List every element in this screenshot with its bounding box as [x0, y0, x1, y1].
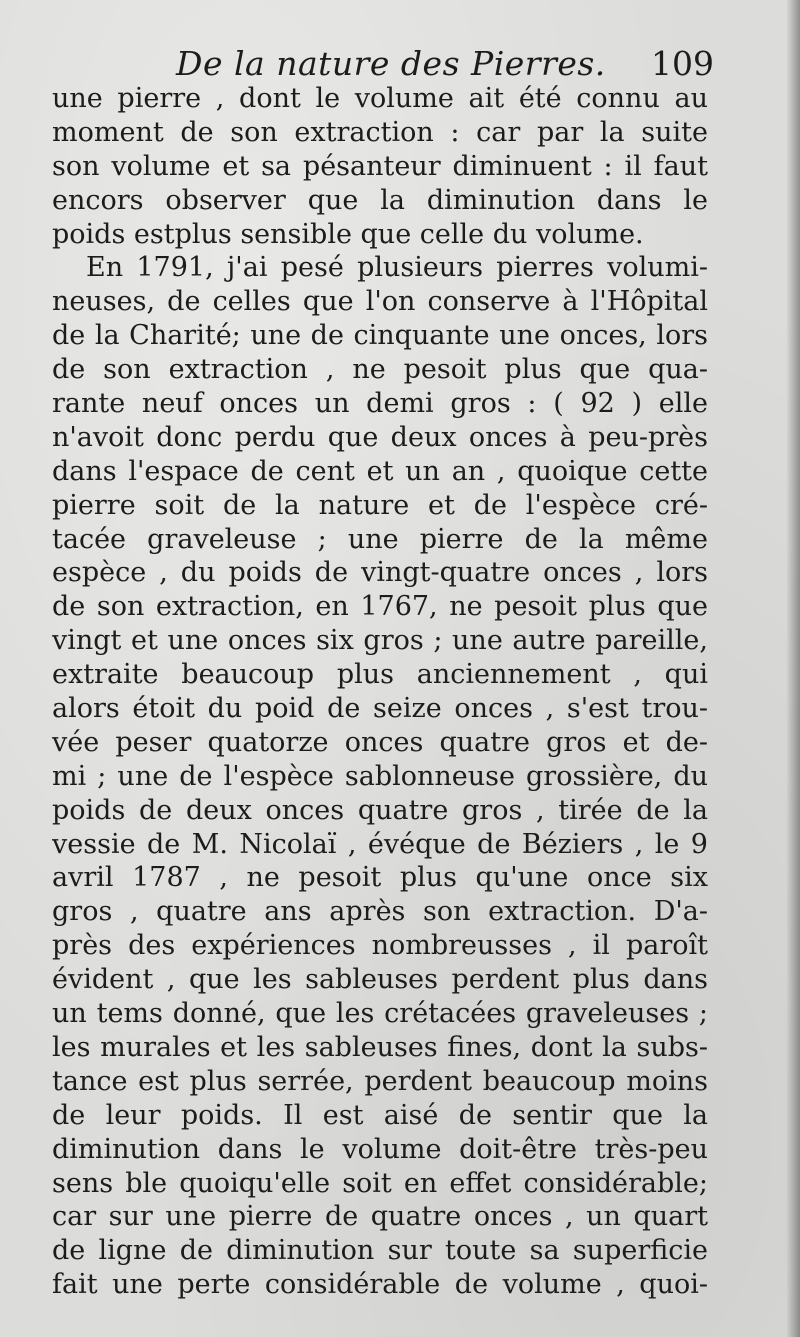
text-line: tacée graveleuse ; une pierre de la même	[52, 523, 708, 555]
text-line: vingt et une onces six gros ; une autre pareille,	[52, 625, 708, 657]
text-line: de son extraction , ne pesoit plus que qua-	[52, 354, 708, 386]
text-line: un tems donné, que les crétacées graveleuses ;	[52, 998, 708, 1030]
text-line: n'avoit donc perdu que deux onces à peu-près	[52, 421, 708, 453]
text-line: vée peser quatorze onces quatre gros et de-	[52, 726, 708, 758]
text-line: extraite beaucoup plus anciennement , qui	[52, 659, 708, 691]
text-line: dans l'espace de cent et un an , quoique cette	[52, 455, 708, 487]
text-line: sens ble quoiqu'elle soit en effet considérable;	[52, 1167, 708, 1199]
text-line: tance est plus serrée, perdent beaucoup moins	[52, 1065, 708, 1097]
text-line: les murales et les sableuses fines, dont la subs-	[52, 1031, 708, 1063]
text-line: pierre soit de la nature et de l'espèce cré-	[52, 489, 708, 521]
text-line-paragraph-start: En 1791, j'ai pesé plusieurs pierres volumi-	[86, 252, 708, 284]
text-line: diminution dans le volume doit-être très-peu	[52, 1133, 708, 1165]
page-edge-shadow	[786, 0, 800, 1337]
text-line: fait une perte considérable de volume , quoi-	[52, 1269, 708, 1301]
text-line: espèce , du poids de vingt-quatre onces , lors	[52, 557, 708, 589]
text-line: de la Charité; une de cinquante une onces, lors	[52, 320, 708, 352]
text-line: car sur une pierre de quatre onces , un quart	[52, 1201, 708, 1233]
text-line: neuses, de celles que l'on conserve à l'Hôpital	[52, 286, 708, 318]
text-line: poids de deux onces quatre gros , tirée de la	[52, 794, 708, 826]
text-line: près des expériences nombreusses , il paroît	[52, 930, 708, 962]
text-line: évident , que les sableuses perdent plus dans	[52, 964, 708, 996]
text-line: avril 1787 , ne pesoit plus qu'une once six	[52, 862, 708, 894]
text-line: vessie de M. Nicolaï , évéque de Béziers , le 9	[52, 828, 708, 860]
text-line: gros , quatre ans après son extraction. D'a-	[52, 896, 708, 928]
text-line: de ligne de diminution sur toute sa superficie	[52, 1235, 708, 1267]
text-line: son volume et sa pésanteur diminuent : il faut	[52, 150, 708, 182]
text-line: moment de son extraction : car par la suite	[52, 116, 708, 148]
page-number: 109	[651, 44, 714, 83]
text-line: de son extraction, en 1767, ne pesoit plus que	[52, 591, 708, 623]
body-text	[52, 82, 708, 1302]
text-line: poids estplus sensible que celle du volume.	[52, 218, 644, 250]
text-line: rante neuf onces un demi gros : ( 92 ) elle	[52, 388, 708, 420]
text-line: une pierre , dont le volume ait été connu au	[52, 83, 708, 114]
text-line: de leur poids. Il est aisé de sentir que la	[52, 1099, 708, 1131]
text-line: mi ; une de l'espèce sablonneuse grossière, du	[52, 760, 708, 792]
text-line: alors étoit du poid de seize onces , s'est trou-	[52, 693, 708, 725]
running-title: De la nature des Pierres.	[176, 44, 606, 83]
text-line: encors observer que la diminution dans le	[52, 184, 708, 216]
